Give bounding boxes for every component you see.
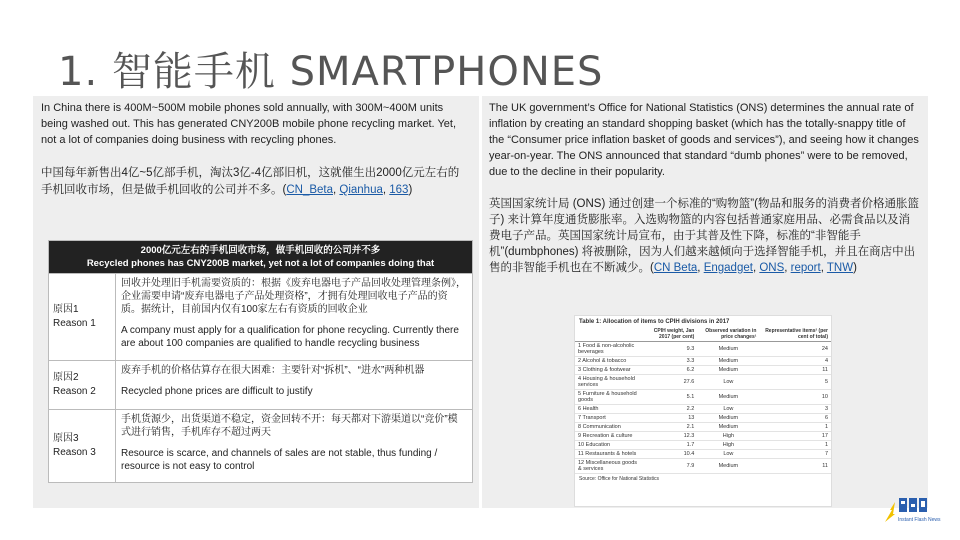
table-row [49,410,473,483]
right-english-paragraph: The UK government’s Office for National Statistics (ONS) determines the annual rate of inflation by creating an standard shopping basket (which has the totally-snappy title of the “Consumer price inflation basket of goods and services”), and seeing how it changes year-on-year. The ONS announced that standard “dumb phones” were to be removed, due to the decline in their popularity. [489,102,919,178]
link-cn-beta-2[interactable]: CN Beta [653,262,698,274]
cpih-row: 7 Transport 13 Medium 6 [575,414,831,423]
cpih-row: 1 Food & non-alcoholic beverages 9.3 Medium 24 [575,342,831,357]
cpih-table [575,327,831,474]
link-163[interactable]: 163 [389,184,409,196]
left-english-paragraph: In China there is 400M~500M mobile phones sold annually, with 300M~400M units being washed out. This has generated CNY200B mobile phone recycling market. Yet, not a lot of companies doing business with recycling phones. [41,102,456,146]
cpih-row: 2 Alcohol & tobacco 3.3 Medium 4 [575,357,831,366]
recycling-reasons-table [48,240,473,483]
link-ons[interactable]: ONS [759,262,785,274]
cpih-body [575,342,831,474]
cpih-row: 12 Miscellaneous goods & services 7.9 Medium 11 [575,459,831,474]
table-row [49,274,473,361]
cpih-row: 5 Furniture & household goods 5.1 Medium 10 [575,390,831,405]
link-qianhua[interactable]: Qianhua [339,184,383,196]
cpih-header-row: CPIH weight, Jan 2017 (per cent) Observed variation in price changes¹ Representative items² (per cent of total) [575,327,831,342]
figure-caption: Table 1: Allocation of items to CPIH divisions in 2017 [579,319,730,325]
link-cn-beta[interactable]: CN_Beta [286,184,333,196]
reason-label: 原因3 Reason 3 [49,410,116,483]
instant-flash-news-logo [883,494,941,524]
lightning-icon [885,502,895,522]
reason-content: 手机货源少，出货渠道不稳定，资金回转不开：每天都对下游渠道以“竞价”模式进行销售，手机库存不超过两天 Resource is scarce, and channels of sales are not stable, thus funding / resource is not easy to control [116,410,473,483]
cpih-row: 3 Clothing & footwear 6.2 Medium 11 [575,366,831,375]
cpih-row: 9 Recreation & culture 12.3 High 17 [575,432,831,441]
link-tnw[interactable]: TNW [826,262,854,274]
reason-content: 回收并处理旧手机需要资质的：根据《废弃电器电子产品回收处理管理条例》，企业需要申请“废弃电器电子产品处理资格”，才拥有处理回收电子产品的资质。据统计，目前国内仅有100家左右有资质的回收企业 A company must apply for a qualification for phone recycling. Currently there are about 100 companies are qualified to handle recycling business [116,274,473,361]
cpih-row: 6 Health 2.2 Low 3 [575,405,831,414]
cpih-row: 8 Communication 2.1 Medium 1 [575,423,831,432]
table-row [49,361,473,410]
left-chinese-paragraph: 中国每年新售出4亿~5亿部手机，淘汰3亿-4亿部旧机，这就催生出2000亿元左右的手机回收市场，但是做手机回收的公司并不多。(CN_Beta, Qianhua, 163) [41,167,460,196]
reason-content: 废弃手机的价格估算存在很大困难：主要针对“拆机”、“进水”两种机器 Recycled phone prices are difficult to justify [116,361,473,410]
left-text-block [41,100,466,199]
reason-label: 原因2 Reason 2 [49,361,116,410]
cpih-row: 11 Restaurants & hotels 10.4 Low 7 [575,450,831,459]
cpih-table-figure [574,315,832,507]
link-engadget[interactable]: Engadget [703,262,753,274]
right-text-block [489,100,919,276]
cpih-row: 4 Housing & household services 27.6 Low 5 [575,375,831,390]
reason-label: 原因1 Reason 1 [49,274,116,361]
logo-caption: Instant Flash News [898,517,941,523]
figure-source: Source: Office for National Statistics [579,476,659,482]
link-report[interactable]: report [790,262,821,274]
table-header: 2000亿元左右的手机回收市场，做手机回收的公司并不多 Recycled phones has CNY200B market, yet not a lot of companies doing that [49,241,473,274]
slide-title: 1. 智能手机 SMARTPHONES [58,49,604,95]
table-header-row [49,241,473,274]
cpih-row: 10 Education 1.7 High 1 [575,441,831,450]
right-chinese-paragraph: 英国国家统计局 (ONS) 通过创建一个标准的“购物篮”(物品和服务的消费者价格通胀篮子) 来计算年度通货膨胀率。入选购物篮的内容包括普通家庭用品、必需食品以及消费电子产品。英国国家统计局宣布，由于其普及性下降，标准的“非智能手机”(dumbphones) 将被删除，因为人们越来越倾向于选择智能手机，并且在商店中出售的非智能手机也在不断减少。(CN Beta, Engadget, ONS, report, TNW) [489,198,919,274]
